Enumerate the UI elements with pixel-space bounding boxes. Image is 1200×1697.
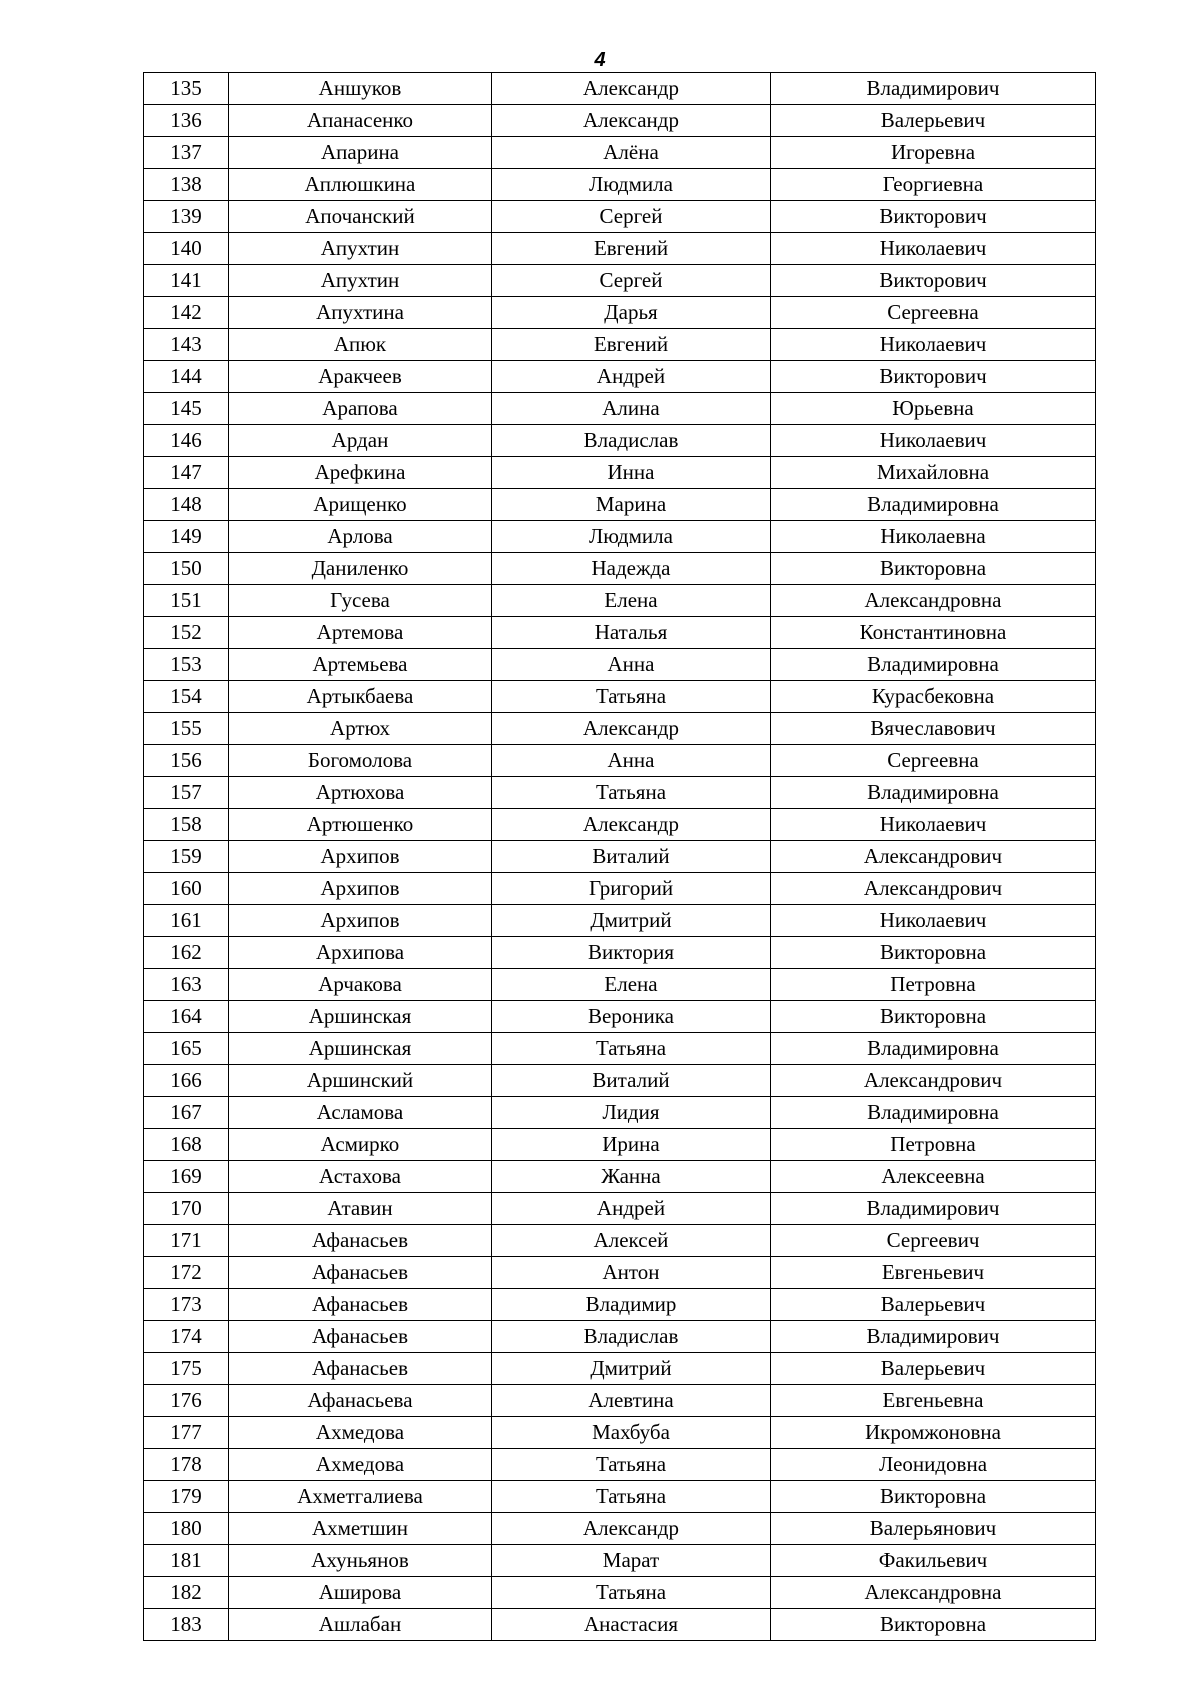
last-name-cell: Артюх [229,713,492,745]
row-number-cell: 173 [144,1289,229,1321]
table-row [144,1385,1096,1417]
last-name-cell: Аширова [229,1577,492,1609]
row-number-cell: 161 [144,905,229,937]
name-table-body [144,73,1096,1641]
patronymic-cell: Викторовна [771,1481,1096,1513]
first-name-cell: Махбуба [492,1417,771,1449]
last-name-cell: Аршинский [229,1065,492,1097]
first-name-cell: Людмила [492,521,771,553]
first-name-cell: Наталья [492,617,771,649]
first-name-cell: Виктория [492,937,771,969]
first-name-cell: Андрей [492,1193,771,1225]
patronymic-cell: Викторович [771,201,1096,233]
table-row [144,393,1096,425]
patronymic-cell: Николаевич [771,233,1096,265]
last-name-cell: Апанасенко [229,105,492,137]
table-row [144,105,1096,137]
table-row [144,1001,1096,1033]
row-number-cell: 163 [144,969,229,1001]
row-number-cell: 178 [144,1449,229,1481]
last-name-cell: Атавин [229,1193,492,1225]
patronymic-cell: Владимировна [771,1033,1096,1065]
last-name-cell: Аплюшкина [229,169,492,201]
first-name-cell: Григорий [492,873,771,905]
patronymic-cell: Владимировна [771,649,1096,681]
first-name-cell: Елена [492,585,771,617]
table-row [144,1321,1096,1353]
last-name-cell: Афанасьев [229,1289,492,1321]
last-name-cell: Артемьева [229,649,492,681]
first-name-cell: Надежда [492,553,771,585]
row-number-cell: 165 [144,1033,229,1065]
patronymic-cell: Николаевич [771,809,1096,841]
last-name-cell: Апарина [229,137,492,169]
table-row [144,297,1096,329]
row-number-cell: 143 [144,329,229,361]
row-number-cell: 162 [144,937,229,969]
patronymic-cell: Петровна [771,969,1096,1001]
row-number-cell: 154 [144,681,229,713]
row-number-cell: 138 [144,169,229,201]
last-name-cell: Арищенко [229,489,492,521]
row-number-cell: 148 [144,489,229,521]
row-number-cell: 172 [144,1257,229,1289]
first-name-cell: Виталий [492,841,771,873]
table-row [144,201,1096,233]
patronymic-cell: Евгеньевич [771,1257,1096,1289]
first-name-cell: Анастасия [492,1609,771,1641]
table-row [144,1577,1096,1609]
last-name-cell: Артюшенко [229,809,492,841]
patronymic-cell: Владимировна [771,777,1096,809]
first-name-cell: Алевтина [492,1385,771,1417]
first-name-cell: Татьяна [492,1577,771,1609]
last-name-cell: Ашлабан [229,1609,492,1641]
patronymic-cell: Игоревна [771,137,1096,169]
table-row [144,841,1096,873]
row-number-cell: 160 [144,873,229,905]
last-name-cell: Аншуков [229,73,492,105]
first-name-cell: Людмила [492,169,771,201]
row-number-cell: 146 [144,425,229,457]
last-name-cell: Арефкина [229,457,492,489]
patronymic-cell: Викторович [771,361,1096,393]
table-row [144,1353,1096,1385]
row-number-cell: 168 [144,1129,229,1161]
row-number-cell: 152 [144,617,229,649]
row-number-cell: 180 [144,1513,229,1545]
table-row [144,1481,1096,1513]
row-number-cell: 177 [144,1417,229,1449]
table-row [144,777,1096,809]
first-name-cell: Сергей [492,265,771,297]
first-name-cell: Андрей [492,361,771,393]
row-number-cell: 149 [144,521,229,553]
table-row [144,137,1096,169]
patronymic-cell: Сергеевич [771,1225,1096,1257]
page-number: 4 [594,49,606,71]
first-name-cell: Дмитрий [492,1353,771,1385]
last-name-cell: Апухтин [229,233,492,265]
last-name-cell: Гусева [229,585,492,617]
row-number-cell: 139 [144,201,229,233]
last-name-cell: Ахуньянов [229,1545,492,1577]
last-name-cell: Даниленко [229,553,492,585]
first-name-cell: Анна [492,745,771,777]
patronymic-cell: Александровна [771,1577,1096,1609]
table-row [144,1545,1096,1577]
patronymic-cell: Викторовна [771,553,1096,585]
patronymic-cell: Валерьевич [771,1353,1096,1385]
row-number-cell: 181 [144,1545,229,1577]
row-number-cell: 182 [144,1577,229,1609]
last-name-cell: Апочанский [229,201,492,233]
patronymic-cell: Факильевич [771,1545,1096,1577]
table-row [144,1193,1096,1225]
table-row [144,649,1096,681]
table-row [144,1033,1096,1065]
row-number-cell: 166 [144,1065,229,1097]
row-number-cell: 135 [144,73,229,105]
row-number-cell: 140 [144,233,229,265]
first-name-cell: Владислав [492,425,771,457]
table-row [144,73,1096,105]
table-row [144,937,1096,969]
row-number-cell: 151 [144,585,229,617]
last-name-cell: Афанасьев [229,1353,492,1385]
table-row [144,425,1096,457]
table-row [144,1609,1096,1641]
patronymic-cell: Михайловна [771,457,1096,489]
last-name-cell: Архипов [229,905,492,937]
last-name-cell: Артюхова [229,777,492,809]
first-name-cell: Алина [492,393,771,425]
table-row [144,1129,1096,1161]
first-name-cell: Евгений [492,329,771,361]
first-name-cell: Татьяна [492,1449,771,1481]
row-number-cell: 169 [144,1161,229,1193]
patronymic-cell: Александрович [771,873,1096,905]
last-name-cell: Ахметгалиева [229,1481,492,1513]
table-row [144,1225,1096,1257]
row-number-cell: 136 [144,105,229,137]
first-name-cell: Владимир [492,1289,771,1321]
patronymic-cell: Валерьянович [771,1513,1096,1545]
last-name-cell: Арлова [229,521,492,553]
patronymic-cell: Викторович [771,265,1096,297]
table-row [144,553,1096,585]
table-row [144,1097,1096,1129]
row-number-cell: 167 [144,1097,229,1129]
table-row [144,1161,1096,1193]
last-name-cell: Афанасьева [229,1385,492,1417]
first-name-cell: Дмитрий [492,905,771,937]
row-number-cell: 156 [144,745,229,777]
last-name-cell: Артемова [229,617,492,649]
table-row [144,745,1096,777]
table-row [144,1449,1096,1481]
patronymic-cell: Юрьевна [771,393,1096,425]
patronymic-cell: Владимирович [771,1193,1096,1225]
table-row [144,489,1096,521]
patronymic-cell: Николаевич [771,905,1096,937]
last-name-cell: Афанасьев [229,1321,492,1353]
row-number-cell: 157 [144,777,229,809]
first-name-cell: Татьяна [492,681,771,713]
last-name-cell: Афанасьев [229,1257,492,1289]
last-name-cell: Архипова [229,937,492,969]
patronymic-cell: Александровна [771,585,1096,617]
row-number-cell: 176 [144,1385,229,1417]
table-row [144,1513,1096,1545]
row-number-cell: 155 [144,713,229,745]
row-number-cell: 171 [144,1225,229,1257]
last-name-cell: Арчакова [229,969,492,1001]
table-row [144,713,1096,745]
table-row [144,1289,1096,1321]
first-name-cell: Ирина [492,1129,771,1161]
table-row [144,521,1096,553]
last-name-cell: Апухтин [229,265,492,297]
patronymic-cell: Николаевич [771,425,1096,457]
last-name-cell: Богомолова [229,745,492,777]
table-row [144,809,1096,841]
patronymic-cell: Икромжоновна [771,1417,1096,1449]
last-name-cell: Апюк [229,329,492,361]
first-name-cell: Жанна [492,1161,771,1193]
row-number-cell: 150 [144,553,229,585]
patronymic-cell: Валерьевич [771,105,1096,137]
first-name-cell: Дарья [492,297,771,329]
row-number-cell: 153 [144,649,229,681]
first-name-cell: Александр [492,105,771,137]
table-row [144,905,1096,937]
first-name-cell: Александр [492,1513,771,1545]
last-name-cell: Ахметшин [229,1513,492,1545]
first-name-cell: Инна [492,457,771,489]
first-name-cell: Владислав [492,1321,771,1353]
first-name-cell: Александр [492,713,771,745]
patronymic-cell: Леонидовна [771,1449,1096,1481]
first-name-cell: Алексей [492,1225,771,1257]
table-row [144,585,1096,617]
patronymic-cell: Николаевич [771,329,1096,361]
table-row [144,1417,1096,1449]
last-name-cell: Апухтина [229,297,492,329]
first-name-cell: Александр [492,73,771,105]
row-number-cell: 158 [144,809,229,841]
last-name-cell: Архипов [229,841,492,873]
first-name-cell: Александр [492,809,771,841]
patronymic-cell: Курасбековна [771,681,1096,713]
table-row [144,681,1096,713]
row-number-cell: 144 [144,361,229,393]
row-number-cell: 170 [144,1193,229,1225]
row-number-cell: 147 [144,457,229,489]
row-number-cell: 141 [144,265,229,297]
last-name-cell: Аршинская [229,1033,492,1065]
table-row [144,361,1096,393]
first-name-cell: Виталий [492,1065,771,1097]
first-name-cell: Анна [492,649,771,681]
table-row [144,873,1096,905]
first-name-cell: Антон [492,1257,771,1289]
last-name-cell: Ахмедова [229,1417,492,1449]
first-name-cell: Марина [492,489,771,521]
patronymic-cell: Сергеевна [771,745,1096,777]
patronymic-cell: Викторовна [771,937,1096,969]
first-name-cell: Елена [492,969,771,1001]
first-name-cell: Вероника [492,1001,771,1033]
patronymic-cell: Викторовна [771,1001,1096,1033]
first-name-cell: Татьяна [492,777,771,809]
first-name-cell: Лидия [492,1097,771,1129]
patronymic-cell: Алексеевна [771,1161,1096,1193]
patronymic-cell: Владимирович [771,1321,1096,1353]
row-number-cell: 159 [144,841,229,873]
last-name-cell: Арапова [229,393,492,425]
row-number-cell: 142 [144,297,229,329]
name-table [143,72,1096,1641]
patronymic-cell: Валерьевич [771,1289,1096,1321]
row-number-cell: 145 [144,393,229,425]
last-name-cell: Астахова [229,1161,492,1193]
patronymic-cell: Сергеевна [771,297,1096,329]
patronymic-cell: Евгеньевна [771,1385,1096,1417]
row-number-cell: 179 [144,1481,229,1513]
patronymic-cell: Викторовна [771,1609,1096,1641]
table-row [144,1257,1096,1289]
last-name-cell: Аршинская [229,1001,492,1033]
table-row [144,329,1096,361]
table-row [144,233,1096,265]
row-number-cell: 175 [144,1353,229,1385]
first-name-cell: Сергей [492,201,771,233]
patronymic-cell: Вячеславович [771,713,1096,745]
last-name-cell: Ардан [229,425,492,457]
patronymic-cell: Георгиевна [771,169,1096,201]
row-number-cell: 174 [144,1321,229,1353]
row-number-cell: 137 [144,137,229,169]
table-row [144,1065,1096,1097]
last-name-cell: Асламова [229,1097,492,1129]
first-name-cell: Марат [492,1545,771,1577]
table-row [144,169,1096,201]
last-name-cell: Аракчеев [229,361,492,393]
first-name-cell: Татьяна [492,1481,771,1513]
last-name-cell: Афанасьев [229,1225,492,1257]
last-name-cell: Асмирко [229,1129,492,1161]
patronymic-cell: Николаевна [771,521,1096,553]
last-name-cell: Ахмедова [229,1449,492,1481]
patronymic-cell: Константиновна [771,617,1096,649]
patronymic-cell: Владимировна [771,1097,1096,1129]
first-name-cell: Алёна [492,137,771,169]
row-number-cell: 183 [144,1609,229,1641]
patronymic-cell: Александрович [771,1065,1096,1097]
patronymic-cell: Петровна [771,1129,1096,1161]
first-name-cell: Евгений [492,233,771,265]
patronymic-cell: Владимировна [771,489,1096,521]
patronymic-cell: Владимирович [771,73,1096,105]
last-name-cell: Артыкбаева [229,681,492,713]
first-name-cell: Татьяна [492,1033,771,1065]
table-row [144,617,1096,649]
table-row [144,265,1096,297]
patronymic-cell: Александрович [771,841,1096,873]
last-name-cell: Архипов [229,873,492,905]
row-number-cell: 164 [144,1001,229,1033]
table-row [144,969,1096,1001]
table-row [144,457,1096,489]
